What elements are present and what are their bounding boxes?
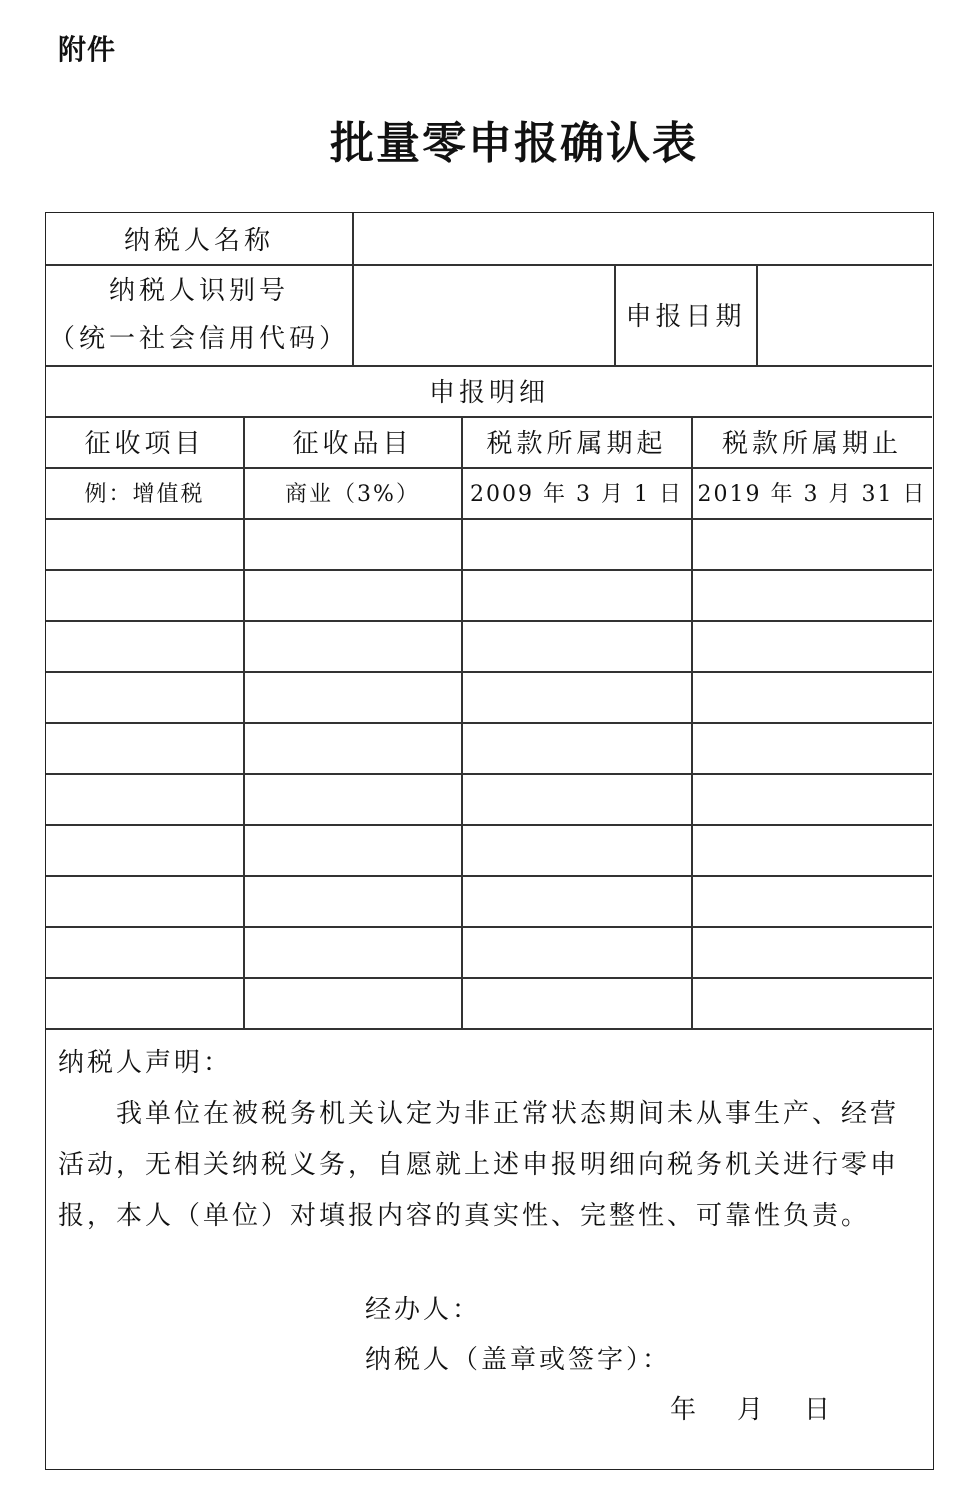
detail-row-4-period-start-cell[interactable] — [462, 671, 691, 722]
detail-row-4-levy-item-cell[interactable] — [46, 671, 243, 722]
example-period-end: 2019 年 3 月 31 日 — [697, 482, 927, 507]
form-title: 批量零申报确认表 — [330, 118, 698, 169]
detail-row-4-levy-category-cell[interactable] — [244, 671, 461, 722]
detail-row-3-period-end-cell[interactable] — [692, 620, 932, 671]
statement-body: 我单位在被税务机关认定为非正常状态期间未从事生产、经营活动，无相关纳税义务，自愿就上述申报明细向税务机关进行零申报，本人（单位）对填报内容的真实性、完整性、可靠性负责。 — [58, 1099, 900, 1231]
taxpayer-id-label-line2: （统一社会信用代码） — [48, 323, 349, 354]
detail-row-9-period-start-cell[interactable] — [462, 926, 691, 977]
detail-row-8-levy-category-cell[interactable] — [244, 875, 461, 926]
statement-heading: 纳税人声明： — [58, 1048, 233, 1078]
taxpayer-name-label: 纳税人名称 — [123, 226, 274, 256]
column-header-period-start: 税款所属期起 — [486, 429, 667, 459]
confirmation-form-table — [45, 212, 934, 1470]
column-header-levy-category: 征收品目 — [292, 429, 413, 459]
taxpayer-id-label-line1: 纳税人识别号 — [108, 275, 289, 306]
detail-row-5-period-start-cell[interactable] — [462, 722, 691, 773]
detail-row-7-levy-item-cell[interactable] — [46, 824, 243, 875]
detail-row-10-period-end-cell[interactable] — [692, 977, 932, 1028]
signature-date[interactable] — [670, 1390, 833, 1430]
detail-row-2-levy-item-cell[interactable] — [46, 569, 243, 620]
detail-row-2-levy-category-cell[interactable] — [244, 569, 461, 620]
detail-row-1-levy-item-cell[interactable] — [46, 518, 243, 569]
detail-row-6-levy-item-cell[interactable] — [46, 773, 243, 824]
detail-row-7-period-end-cell[interactable] — [692, 824, 932, 875]
detail-row-3-levy-category-cell[interactable] — [244, 620, 461, 671]
detail-row-4-period-end-cell[interactable] — [692, 671, 932, 722]
example-levy-item: 例：增值税 — [84, 482, 205, 507]
detail-row-1-period-start-cell[interactable] — [462, 518, 691, 569]
detail-row-7-levy-category-cell[interactable] — [244, 824, 461, 875]
detail-row-7-period-start-cell[interactable] — [462, 824, 691, 875]
taxpayer-id-field[interactable] — [353, 264, 614, 365]
detail-row-1-levy-category-cell[interactable] — [244, 518, 461, 569]
column-header-levy-item: 征收项目 — [84, 429, 205, 459]
column-header-period-end: 税款所属期止 — [721, 429, 902, 459]
row-divider — [46, 1028, 932, 1030]
detail-row-9-period-end-cell[interactable] — [692, 926, 932, 977]
taxpayer-name-field[interactable] — [353, 213, 932, 264]
detail-row-9-levy-item-cell[interactable] — [46, 926, 243, 977]
detail-row-6-levy-category-cell[interactable] — [244, 773, 461, 824]
detail-row-5-levy-category-cell[interactable] — [244, 722, 461, 773]
declaration-date-label: 申报日期 — [625, 302, 746, 332]
declaration-date-field[interactable] — [757, 264, 932, 365]
date-year-label: 年 — [670, 1395, 700, 1425]
detail-row-2-period-start-cell[interactable] — [462, 569, 691, 620]
detail-row-6-period-end-cell[interactable] — [692, 773, 932, 824]
detail-row-10-levy-category-cell[interactable] — [244, 977, 461, 1028]
handler-signature-label[interactable]: 经办人： — [365, 1295, 482, 1325]
date-month-label: 月 — [737, 1395, 767, 1425]
date-day-label: 日 — [804, 1395, 834, 1425]
detail-row-3-levy-item-cell[interactable] — [46, 620, 243, 671]
detail-row-5-period-end-cell[interactable] — [692, 722, 932, 773]
attachment-label: 附件 — [58, 33, 117, 66]
detail-section-heading: 申报明细 — [428, 378, 549, 408]
detail-row-1-period-end-cell[interactable] — [692, 518, 932, 569]
detail-row-6-period-start-cell[interactable] — [462, 773, 691, 824]
detail-row-5-levy-item-cell[interactable] — [46, 722, 243, 773]
example-period-start: 2009 年 3 月 1 日 — [470, 482, 683, 507]
detail-row-10-period-start-cell[interactable] — [462, 977, 691, 1028]
detail-row-10-levy-item-cell[interactable] — [46, 977, 243, 1028]
taxpayer-statement — [58, 1038, 924, 1242]
detail-row-8-levy-item-cell[interactable] — [46, 875, 243, 926]
detail-row-2-period-end-cell[interactable] — [692, 569, 932, 620]
detail-row-8-period-end-cell[interactable] — [692, 875, 932, 926]
taxpayer-id-label — [46, 264, 352, 365]
taxpayer-seal-signature-label[interactable]: 纳税人（盖章或签字）： — [365, 1345, 672, 1375]
detail-row-8-period-start-cell[interactable] — [462, 875, 691, 926]
example-levy-category: 商业（3%） — [285, 482, 420, 507]
detail-row-9-levy-category-cell[interactable] — [244, 926, 461, 977]
detail-row-3-period-start-cell[interactable] — [462, 620, 691, 671]
